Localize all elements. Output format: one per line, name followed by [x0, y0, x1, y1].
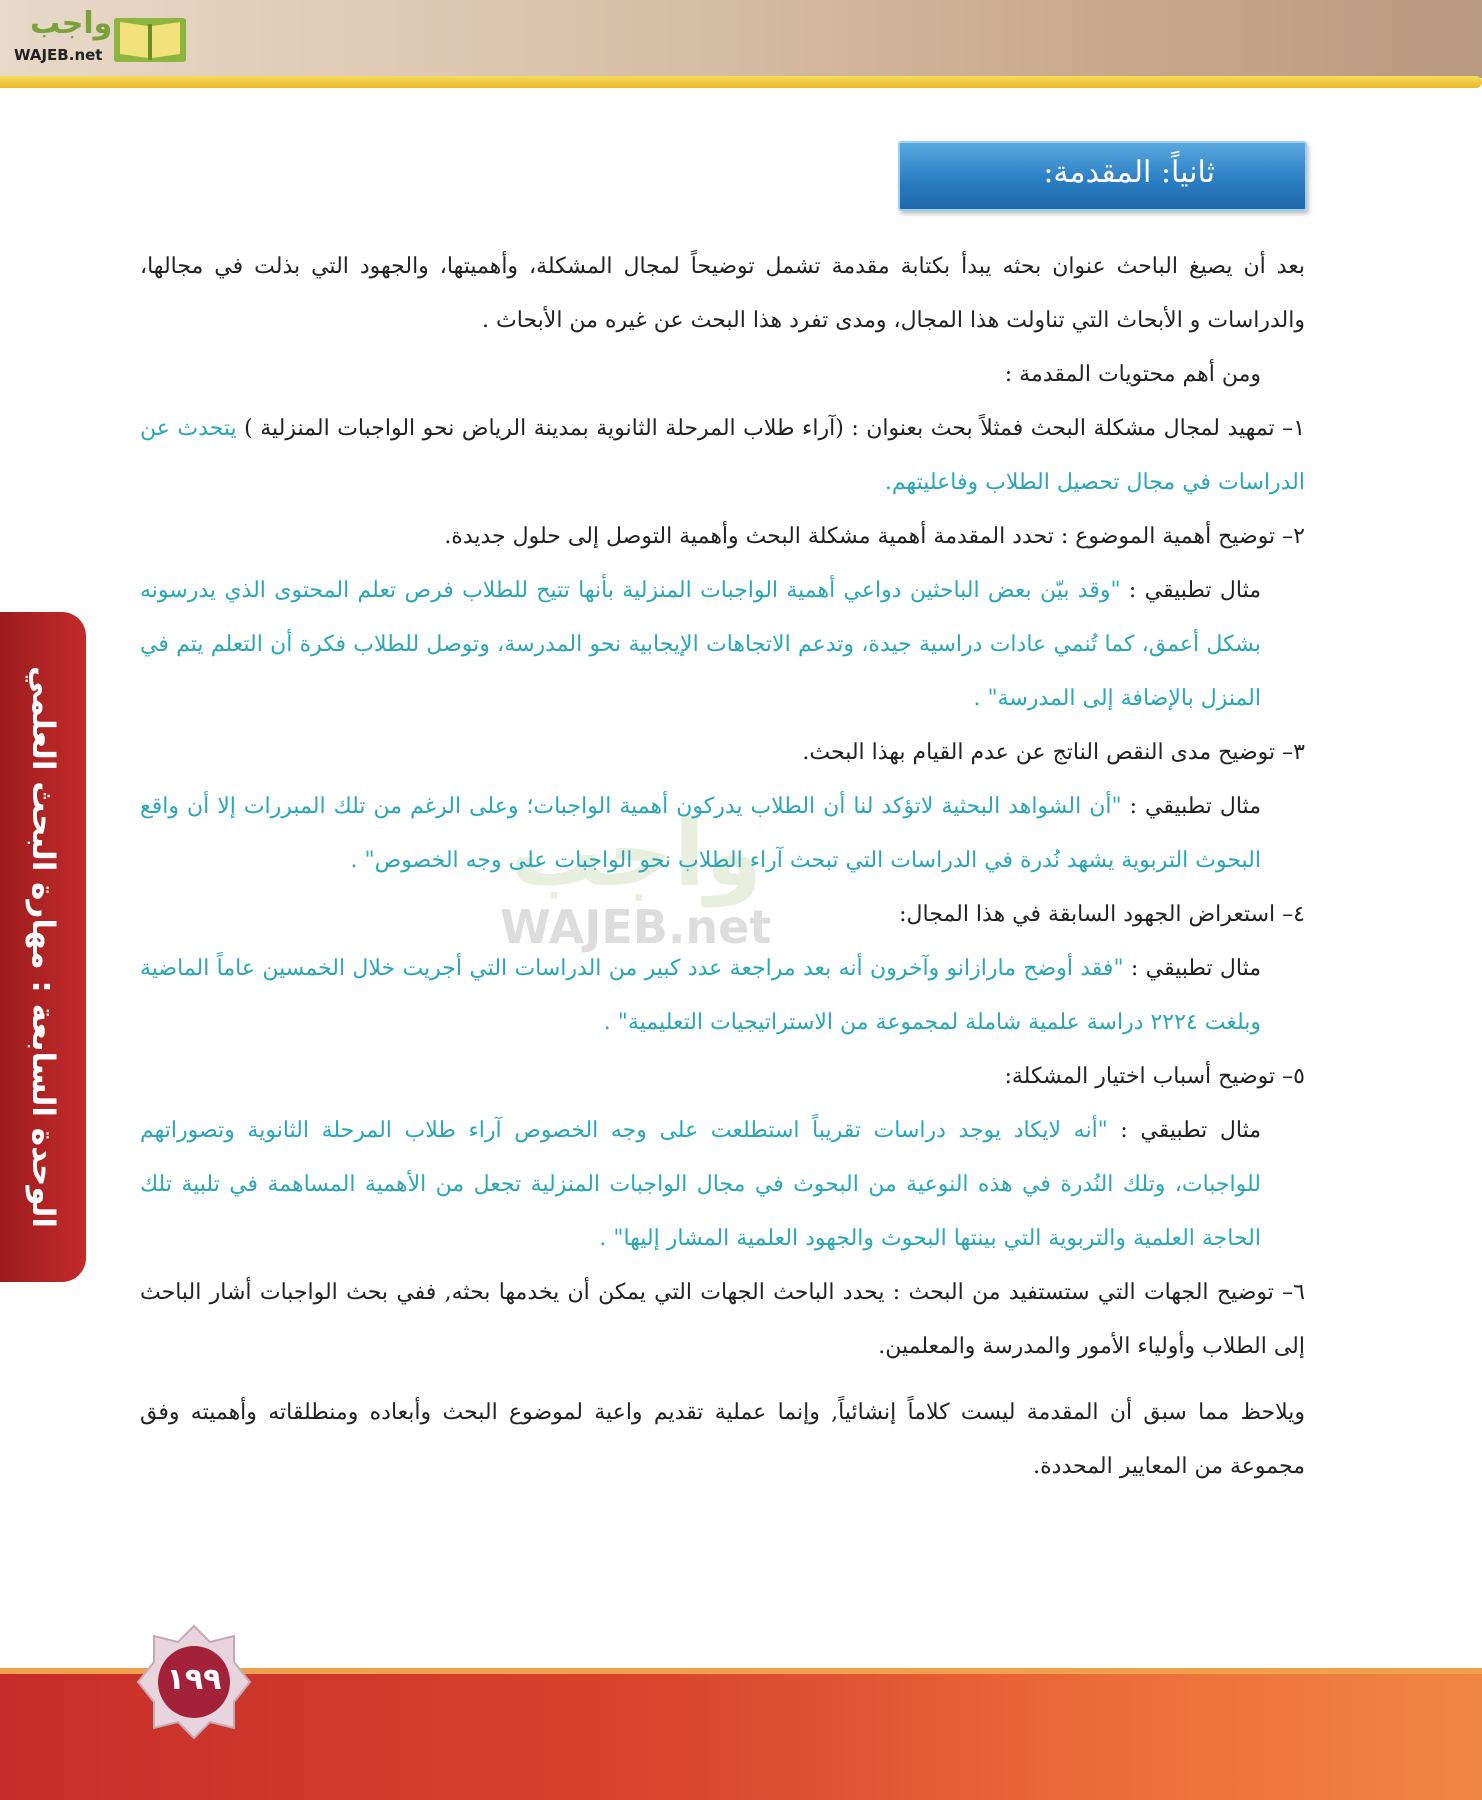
item-4-example-label: مثال تطبيقي : — [1123, 956, 1261, 981]
item-3-head: ٣– توضيح مدى النقص الناتج عن عدم القيام بهذا البحث. — [802, 740, 1305, 765]
top-stripe — [0, 76, 1482, 88]
item-3-example-label: مثال تطبيقي : — [1121, 794, 1261, 819]
item-2-example-text: "وقد بيّن بعض الباحثين دواعي أهمية الواجبات المنزلية بأنها تتيح للطلاب فرص تعلم المحتوى الذي يدرسونه بشكل أعمق، كما تُنمي عادات دراسية جيدة، وتدعم الاتجاهات الإيجابية نحو المدرسة، وتوصل للطلاب فكرة أن التعلم يتم في المنزل بالإضافة إلى المدرسة" . — [140, 578, 1261, 711]
book-icon — [112, 10, 188, 64]
logo-latin: WAJEB.net — [14, 46, 103, 64]
main-content — [140, 240, 1305, 1494]
item-1 — [140, 402, 1305, 510]
watermark-latin: WAJEB.net — [500, 900, 772, 954]
item-5-example — [140, 1104, 1305, 1266]
item-2-example — [140, 564, 1305, 726]
item-3-example-text: "أن الشواهد البحثية لاتؤكد لنا أن الطلاب يدركون أهمية الواجبات؛ وعلى الرغم من تلك المبررات إلا أن واقع البحوث التربوية يشهد نُدرة في الدراسات التي تبحث آراء الطلاب نحو الواجبات على وجه الخصوص" . — [140, 794, 1261, 873]
item-5-example-label: مثال تطبيقي : — [1107, 1118, 1262, 1143]
section-heading — [898, 141, 1307, 211]
item-4-example-text: "فقد أوضح مارازانو وآخرون أنه بعد مراجعة عدد كبير من الدراسات التي أجريت خلال الخمسين عاماً الماضية وبلغت ٢٢٢٤ دراسة علمية شاملة لمجموعة من الاستراتيجيات التعليمية" . — [140, 956, 1261, 1035]
watermark-arabic: واجب — [510, 800, 763, 907]
page-number: ١٩٩ — [166, 1662, 222, 1697]
conclusion-paragraph: ويلاحظ مما سبق أن المقدمة ليست كلاماً إنشائياً, وإنما عملية تقديم واعية لموضوع البحث وأبعاده ومنطلقاته وأهميته وفق مجموعة من المعايير المحددة. — [140, 1400, 1305, 1479]
item-5-head: ٥– توضيح أسباب اختيار المشكلة: — [1004, 1064, 1305, 1089]
item-3-example — [140, 780, 1305, 888]
contents-lead: ومن أهم محتويات المقدمة : — [1004, 362, 1261, 387]
page-number-badge — [134, 1622, 254, 1742]
item-6-head: ٦– توضيح الجهات التي ستستفيد من البحث : يحدد الباحث الجهات التي يمكن أن يخدمها بحثه, ففي بحث الواجبات أشار الباحث إلى الطلاب وأولياء الأمور والمدرسة والمعلمين. — [140, 1280, 1305, 1359]
unit-side-tab-label: الوحدة السابعة : مهارة البحث العلمي — [25, 665, 61, 1229]
intro-paragraph: بعد أن يصيغ الباحث عنوان بحثه يبدأ بكتابة مقدمة تشمل توضيحاً لمجال المشكلة، وأهميتها، والجهود التي بذلت في مجالها، والدراسات و الأبحاث التي تناولت هذا المجال، ومدى تفرد هذا البحث عن غيره من الأبحاث . — [140, 254, 1305, 333]
item-4-head: ٤– استعراض الجهود السابقة في هذا المجال: — [899, 902, 1305, 927]
item-2-example-label: مثال تطبيقي : — [1120, 578, 1261, 603]
unit-side-tab — [0, 612, 86, 1282]
section-heading-text: ثانياً: المقدمة: — [1043, 155, 1215, 190]
wajeb-logo[interactable] — [8, 6, 188, 68]
item-1-head: ١– تمهيد لمجال مشكلة البحث فمثلاً بحث بعنوان : (آراء طلاب المرحلة الثانوية بمدينة الرياض نحو الواجبات المنزلية ) — [236, 416, 1306, 441]
item-4-example — [140, 942, 1305, 1050]
item-5-example-text: "أنه لايكاد يوجد دراسات تقريباً استطلعت على وجه الخصوص آراء طلاب المرحلة الثانوية وتصوراتهم للواجبات، وتلك النُدرة في هذه النوعية من البحوث في مجال الواجبات المنزلية تجعل من الأهمية المساهمة في تلبية تلك الحاجة العلمية والتربوية التي بينتها البحوث والجهود العلمية المشار إليها" . — [140, 1118, 1261, 1251]
top-banner — [0, 0, 1482, 78]
item-2-head: ٢– توضيح أهمية الموضوع : تحدد المقدمة أهمية مشكلة البحث وأهمية التوصل إلى حلول جديدة. — [444, 524, 1305, 549]
logo-arabic: واجب — [30, 6, 113, 41]
item-1-teal: يتحدث عن الدراسات في مجال تحصيل الطلاب وفاعليتهم. — [140, 416, 1305, 495]
